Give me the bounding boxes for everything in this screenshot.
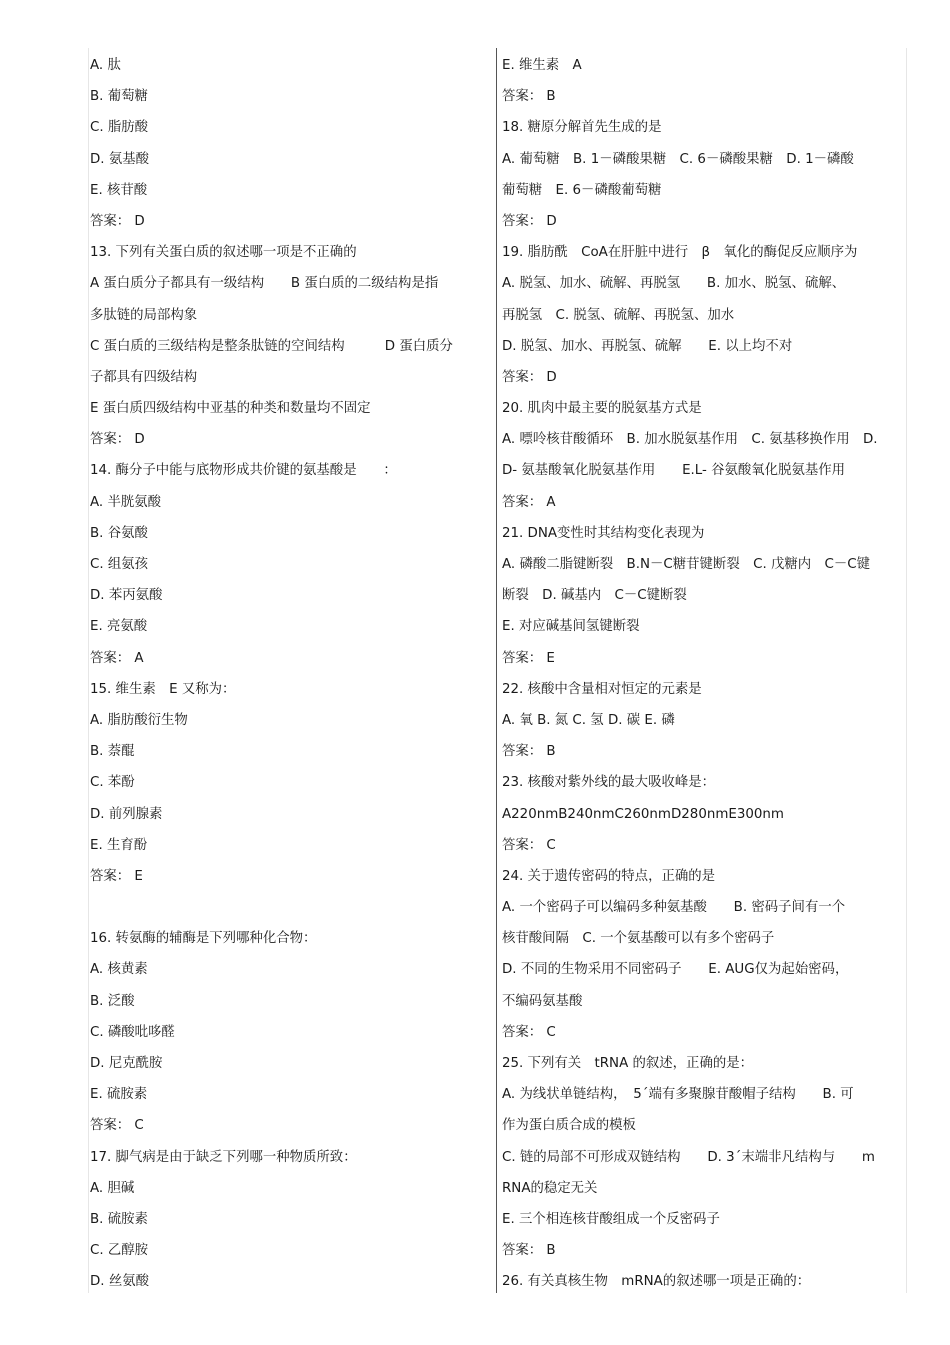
question-stem: 13. 下列有关蛋白质的叙述哪一项是不正确的 — [90, 245, 357, 261]
blank-line — [90, 892, 488, 923]
option-line: D. 丝氨酸 — [90, 1274, 149, 1290]
option-line: A. 嘌呤核苷酸循环 B. 加水脱氨基作用 C. 氨基移换作用 D. — [502, 432, 878, 448]
answer-line: 答案： E — [90, 868, 143, 884]
question-stem: 21. DNA变性时其结构变化表现为 — [502, 525, 705, 541]
answer-line: 答案： A — [502, 494, 556, 510]
option-line: B. 萘醌 — [90, 744, 135, 760]
column-divider — [496, 48, 497, 1293]
answer-line: 答案： D — [90, 213, 145, 229]
answer-line: 答案： D — [90, 432, 145, 448]
text-line: C 蛋白质的三级结构是整条肽链的空间结构 D 蛋白质分 — [90, 338, 453, 354]
option-line: A. 半胱氨酸 — [90, 494, 161, 510]
option-line: B. 葡萄糖 — [90, 89, 148, 105]
question-stem: 15. 维生素 E 又称为： — [90, 681, 236, 697]
option-line: E. 生育酚 — [90, 837, 148, 853]
option-line: A. 葡萄糖 B. 1－磷酸果糖 C. 6－磷酸果糖 D. 1－磷酸 — [502, 151, 854, 167]
left-margin-rule — [88, 48, 89, 1293]
question-stem: 19. 脂肪酰 CoA在肝脏中进行 β 氧化的酶促反应顺序为 — [502, 245, 858, 261]
answer-line: 答案： C — [90, 1118, 144, 1134]
text-line: RNA的稳定无关 — [502, 1180, 598, 1196]
option-line: A. 肽 — [90, 58, 121, 73]
option-line: B. 谷氨酸 — [90, 525, 148, 541]
option-line: A. 一个密码子可以编码多种氨基酸 B. 密码子间有一个 — [502, 900, 846, 916]
text-line: 葡萄糖 E. 6－磷酸葡萄糖 — [502, 182, 662, 198]
text-line: 核苷酸间隔 C. 一个氨基酸可以有多个密码子 — [502, 931, 775, 947]
answer-line: 答案： D — [502, 369, 557, 385]
question-stem: 24. 关于遗传密码的特点，正确的是 — [502, 868, 716, 884]
option-line: D. 脱氢、加水、再脱氢、硫解 E. 以上均不对 — [502, 338, 793, 354]
question-stem: 14. 酶分子中能与底物形成共价键的氨基酸是 ： — [90, 463, 397, 479]
text-line: E 蛋白质四级结构中亚基的种类和数量均不固定 — [90, 401, 371, 417]
text-line: 作为蛋白质合成的模板 — [502, 1118, 636, 1134]
option-line: A. 氧 B. 氮 C. 氢 D. 碳 E. 磷 — [502, 712, 675, 728]
question-stem: 18. 糖原分解首先生成的是 — [502, 120, 662, 136]
option-line: A. 磷酸二脂键断裂 B.N－C糖苷键断裂 C. 戊糖内 C－C键 — [502, 557, 871, 572]
question-stem: 25. 下列有关 tRNA 的叙述，正确的是： — [502, 1056, 754, 1071]
text-line: 多肽链的局部构象 — [90, 307, 198, 323]
option-line: A. 核黄素 — [90, 962, 148, 978]
option-line: C. 苯酚 — [90, 775, 135, 791]
option-line: E. 三个相连核苷酸组成一个反密码子 — [502, 1211, 720, 1227]
option-line: E. 核苷酸 — [90, 182, 148, 198]
answer-line: 答案： A — [90, 650, 144, 666]
option-line: C. 磷酸吡哆醛 — [90, 1024, 175, 1040]
option-line: A. 为线状单链结构， 5ˊ端有多聚腺苷酸帽子结构 B. 可 — [502, 1087, 854, 1103]
option-line: B. 泛酸 — [90, 993, 135, 1009]
option-line: A. 脱氢、加水、硫解、再脱氢 B. 加水、脱氢、硫解、 — [502, 276, 846, 292]
question-stem: 22. 核酸中含量相对恒定的元素是 — [502, 681, 702, 697]
option-line: A. 胆碱 — [90, 1180, 135, 1196]
question-stem: 17. 脚气病是由于缺乏下列哪一种物质所致： — [90, 1149, 357, 1165]
text-line: 断裂 D. 碱基内 C－C键断裂 — [502, 588, 687, 604]
option-line: D. 尼克酰胺 — [90, 1056, 163, 1071]
option-line: D. 前列腺素 — [90, 806, 163, 822]
question-stem: 20. 肌肉中最主要的脱氨基方式是 — [502, 401, 702, 417]
option-line: C. 乙醇胺 — [90, 1243, 149, 1259]
answer-line: 答案： B — [502, 1243, 556, 1259]
option-line: E. 维生素 A — [502, 58, 582, 73]
option-line: C. 组氨孩 — [90, 557, 149, 572]
answer-line: 答案： E — [502, 650, 555, 666]
right-column — [502, 50, 914, 1298]
option-line: C. 脂肪酸 — [90, 120, 149, 136]
option-line: D. 不同的生物采用不同密码子 E. AUG仅为起始密码， — [502, 962, 849, 978]
question-stem: 26. 有关真核生物 mRNA的叙述哪一项是正确的： — [502, 1274, 811, 1290]
text-line: A220nmB240nmC260nmD280nmE300nm — [502, 806, 784, 822]
option-line: B. 硫胺素 — [90, 1211, 148, 1227]
question-stem: 23. 核酸对紫外线的最大吸收峰是： — [502, 775, 716, 791]
option-line: A. 脂肪酸衍生物 — [90, 712, 188, 728]
option-line: E. 对应碱基间氢键断裂 — [502, 619, 640, 635]
option-line: E. 硫胺素 — [90, 1087, 148, 1103]
option-line: D. 氨基酸 — [90, 151, 149, 167]
answer-line: 答案： D — [502, 213, 557, 229]
text-line: 不编码氨基酸 — [502, 993, 583, 1009]
question-stem: 16. 转氨酶的辅酶是下列哪种化合物： — [90, 931, 317, 947]
option-line: E. 亮氨酸 — [90, 619, 148, 635]
answer-line: 答案： B — [502, 744, 556, 760]
answer-line: 答案： C — [502, 1024, 556, 1040]
answer-line: 答案： C — [502, 837, 556, 853]
option-line: C. 链的局部不可形成双链结构 D. 3ˊ末端非凡结构与 m — [502, 1149, 875, 1165]
answer-line: 答案： B — [502, 89, 556, 105]
option-line: D. 苯丙氨酸 — [90, 588, 163, 604]
text-line: A 蛋白质分子都具有一级结构 B 蛋白质的二级结构是指 — [90, 276, 439, 292]
text-line: D- 氨基酸氧化脱氨基作用 E.L- 谷氨酸氧化脱氨基作用 — [502, 463, 846, 479]
text-line: 再脱氢 C. 脱氢、硫解、再脱氢、加水 — [502, 307, 735, 323]
text-line: 子都具有四级结构 — [90, 369, 198, 385]
left-column — [90, 50, 488, 1298]
